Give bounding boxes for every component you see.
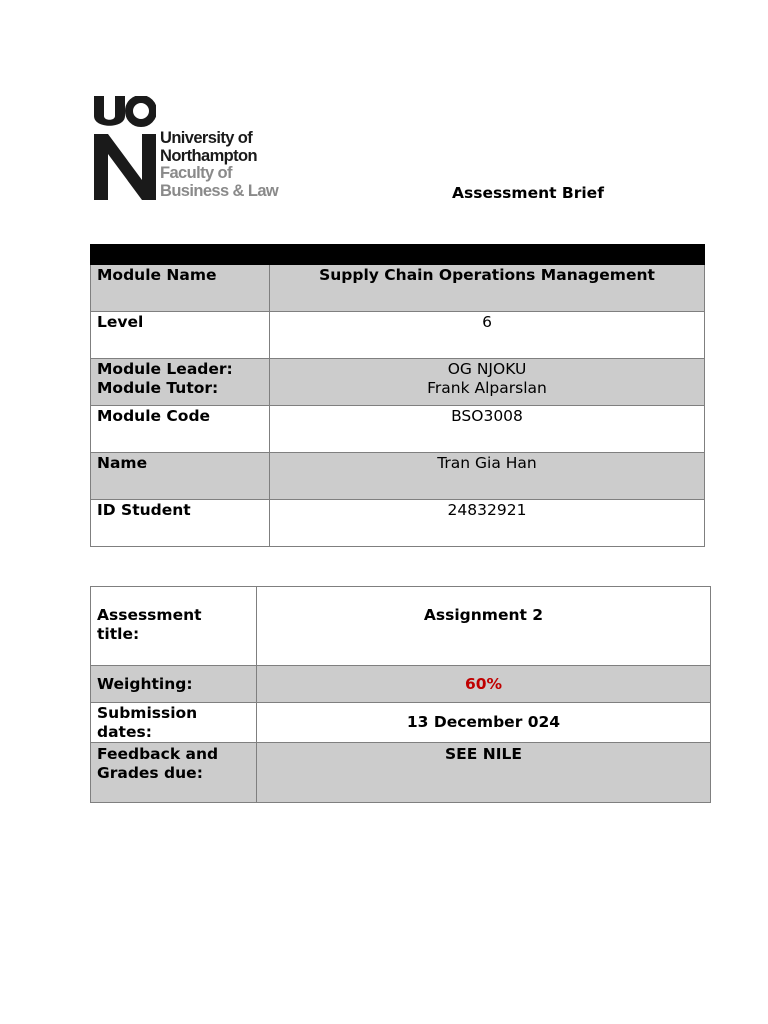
- submission-dates-label: [91, 703, 257, 743]
- logo-line-faculty: Faculty of: [160, 164, 232, 182]
- table-row: [91, 406, 705, 453]
- uon-logo: [94, 96, 306, 202]
- table-row: [91, 587, 711, 666]
- assessment-title-label-line2: title:: [97, 624, 140, 643]
- table-row: [91, 666, 711, 703]
- header-bar-cell: [91, 245, 705, 265]
- level-value: 6: [270, 312, 705, 359]
- module-name-value: Supply Chain Operations Management: [270, 265, 705, 312]
- module-leader-value: OG NJOKU: [447, 360, 527, 378]
- table-row: [91, 265, 705, 312]
- page-title: Assessment Brief: [452, 184, 604, 202]
- student-name-label: Name: [91, 453, 270, 500]
- assessment-title-label-line1: Assessment: [97, 606, 202, 624]
- module-name-label: Module Name: [91, 265, 270, 312]
- feedback-grades-label-line1: Feedback and: [97, 745, 219, 763]
- weighting-label: Weighting:: [91, 666, 257, 703]
- table-row: [91, 453, 705, 500]
- assessment-details-table: [90, 586, 711, 803]
- table-row: [91, 359, 705, 406]
- logo-line-northampton: Northampton: [160, 146, 257, 165]
- table-row: [91, 743, 711, 803]
- module-code-label: Module Code: [91, 406, 270, 453]
- feedback-grades-value: SEE NILE: [257, 743, 711, 803]
- module-leader-tutor-label: [91, 359, 270, 406]
- feedback-grades-label: [91, 743, 257, 803]
- assessment-title-value: Assignment 2: [257, 587, 711, 666]
- table-row: [91, 703, 711, 743]
- module-tutor-label: Module Tutor:: [97, 378, 219, 397]
- student-id-label: ID Student: [91, 500, 270, 547]
- uon-logo-mark: [94, 96, 156, 200]
- feedback-grades-label-line2: Grades due:: [97, 763, 203, 782]
- student-name-value: Tran Gia Han: [270, 453, 705, 500]
- module-leader-tutor-value: [270, 359, 705, 406]
- logo-line-university: University of: [160, 129, 253, 147]
- uon-logo-wordmark: [160, 130, 278, 200]
- level-label: Level: [91, 312, 270, 359]
- module-tutor-value: Frank Alparslan: [427, 378, 547, 397]
- submission-dates-value: 13 December 024: [257, 703, 711, 743]
- table-row: [91, 312, 705, 359]
- table-row: [91, 500, 705, 547]
- table-header-bar: [91, 245, 705, 265]
- logo-line-business-law: Business & Law: [160, 181, 279, 200]
- weighting-value: 60%: [257, 666, 711, 703]
- assessment-title-label: [91, 587, 257, 666]
- module-code-value: BSO3008: [270, 406, 705, 453]
- student-id-value: 24832921: [270, 500, 705, 547]
- module-leader-label: Module Leader:: [97, 360, 233, 378]
- module-info-table: [90, 244, 705, 547]
- submission-dates-label-line1: Submission: [97, 704, 198, 722]
- submission-dates-label-line2: dates:: [97, 722, 152, 741]
